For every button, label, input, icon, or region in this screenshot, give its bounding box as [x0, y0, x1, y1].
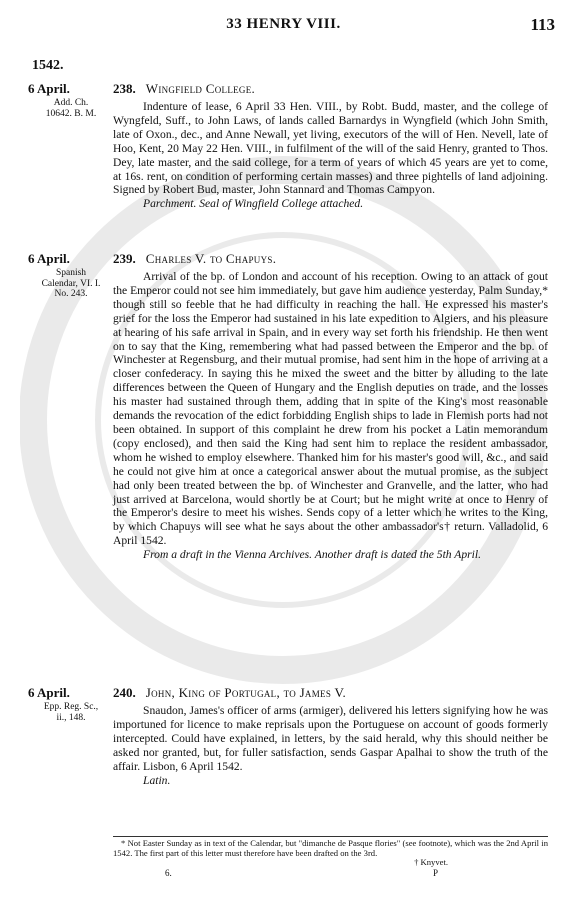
year-label: 1542.: [32, 58, 64, 73]
entry-paragraph: Arrival of the bp. of London and account of his reception. Owing to an attack of gout the Emperor could not see him immediately, but gave him audience yesterday, Palm Sunday,* though still so feeble that he had difficulty in reaching the hall. He expressed his master's grief for the loss the Emperor had sustained in his late expedition to Algiers, and his pleasure at hearing of his safe arrival in Spain, and in every way set forth his friendship. He then went on to say that the King, remembering what had passed between the Emperor and the bp. of Winchester at Regensburg, and their mutual promise, had sent him in the hope of arriving at a closer confederacy. In saying this he mixed the sweet and the bitter by alluding to the late differences between the Queen of Hungary and the English deputies on trade, and the losses his master had sustained through them, adding that in spite of the King's most reasonable demands the revocation of the edict forbidding English ships to lade in Flemish ports had not been obtained. In support of this complaint he drew from his pocket a Latin memorandum (copy enclosed), and then said the King had sent him to replace the resident ambassador, whom he wished to employ elsewhere. Thanked him for his master's good will, &c., and said he could not give him at once a categorical answer about the mutual promise, as the subject had only been treated between the bp. of Winchester and Granvelle, and the latter, who had just arrived at Barcelona, would shortly be at Court; but he might write at once to Henry of the Emperor's desire to meet his wishes. Sends copy of a letter which he writes to the King, by which Chapuys will see what he says about the other ambassador's† return. Valladolid, 6 April 1542.: [113, 270, 548, 548]
footnotes: [113, 838, 548, 878]
entry-body: [113, 100, 548, 211]
entry-heading: [113, 685, 346, 701]
footnote-1: * Not Easter Sunday as in text of the Calendar, but "dimanche de Pasque flories" (see footnote), which was the 2nd April in 1542. The first part of this letter must therefore have been drafted on the 3rd.: [113, 838, 548, 858]
entry-heading: [113, 81, 255, 97]
entry-paragraph: Indenture of lease, 6 April 33 Hen. VIII., by Robt. Budd, master, and the college of Wyngfeld, Suff., to John Laws, of lands called Barnardys in Wyngfield (which John Smith, late of Oxon., dec., and Anne Newall, yet living, executors of the will of Hen. Nevell, late of Hoo, Kent, 20 May 22 Hen. VIII., in fulfilment of the will of the said Henry, granted to Thos. Dey, late master, and the said college, for a term of years of which 45 years are yet to come, at 16s. rent, on condition of performing certain masses) and three pightells of land adjoining. Signed by Robert Bud, master, John Stannard and Thomas Campyon.: [113, 100, 548, 197]
running-head: [0, 16, 567, 38]
entry-heading: [113, 251, 276, 267]
entry-number: 239.: [113, 251, 136, 266]
entry-title: Wingfield College.: [145, 81, 256, 96]
signature-mark-left: 6.: [165, 868, 172, 878]
entry-body: [113, 704, 548, 787]
entry-source-ref: Spanish Calendar, VI. I. No. 243.: [41, 268, 101, 299]
entry-date: 6 April.: [28, 251, 70, 266]
entry-paragraph: Snaudon, James's officer of arms (armiger), delivered his letters signifying how he was importuned for licence to make reprisals upon the Portuguese on account of goods formerly intercepted. Could have explained, in letters, by the said herald, why this should neither be asked nor granted, but, for fuller satisfaction, sends Gaspar Apalhai to show the truth of the affair. Lisbon, 6 April 1542.: [113, 704, 548, 773]
footnote-rule: [113, 836, 548, 837]
entry-number: 238.: [113, 81, 136, 96]
entry-number: 240.: [113, 685, 136, 700]
entry-body: [113, 270, 548, 562]
entry-note: Latin.: [143, 773, 171, 787]
footnote-2: † Knyvet.: [414, 857, 448, 867]
running-title: 33 HENRY VIII.: [226, 16, 341, 32]
entry-title: Charles V. to Chapuys.: [145, 251, 277, 266]
entry-source-ref: Add. Ch. 10642. B. M.: [45, 98, 97, 119]
entry-title: John, King of Portugal, to James V.: [145, 685, 347, 700]
entry-date: 6 April.: [28, 685, 70, 700]
entry-note: From a draft in the Vienna Archives. Another draft is dated the 5th April.: [143, 548, 482, 562]
entry-source-ref: Epp. Reg. Sc., ii., 148.: [43, 702, 99, 723]
entry-note: Parchment. Seal of Wingfield College attached.: [143, 197, 364, 211]
signature-mark-right: P: [433, 868, 439, 878]
page-number: 113: [530, 15, 555, 34]
entry-date: 6 April.: [28, 81, 70, 96]
